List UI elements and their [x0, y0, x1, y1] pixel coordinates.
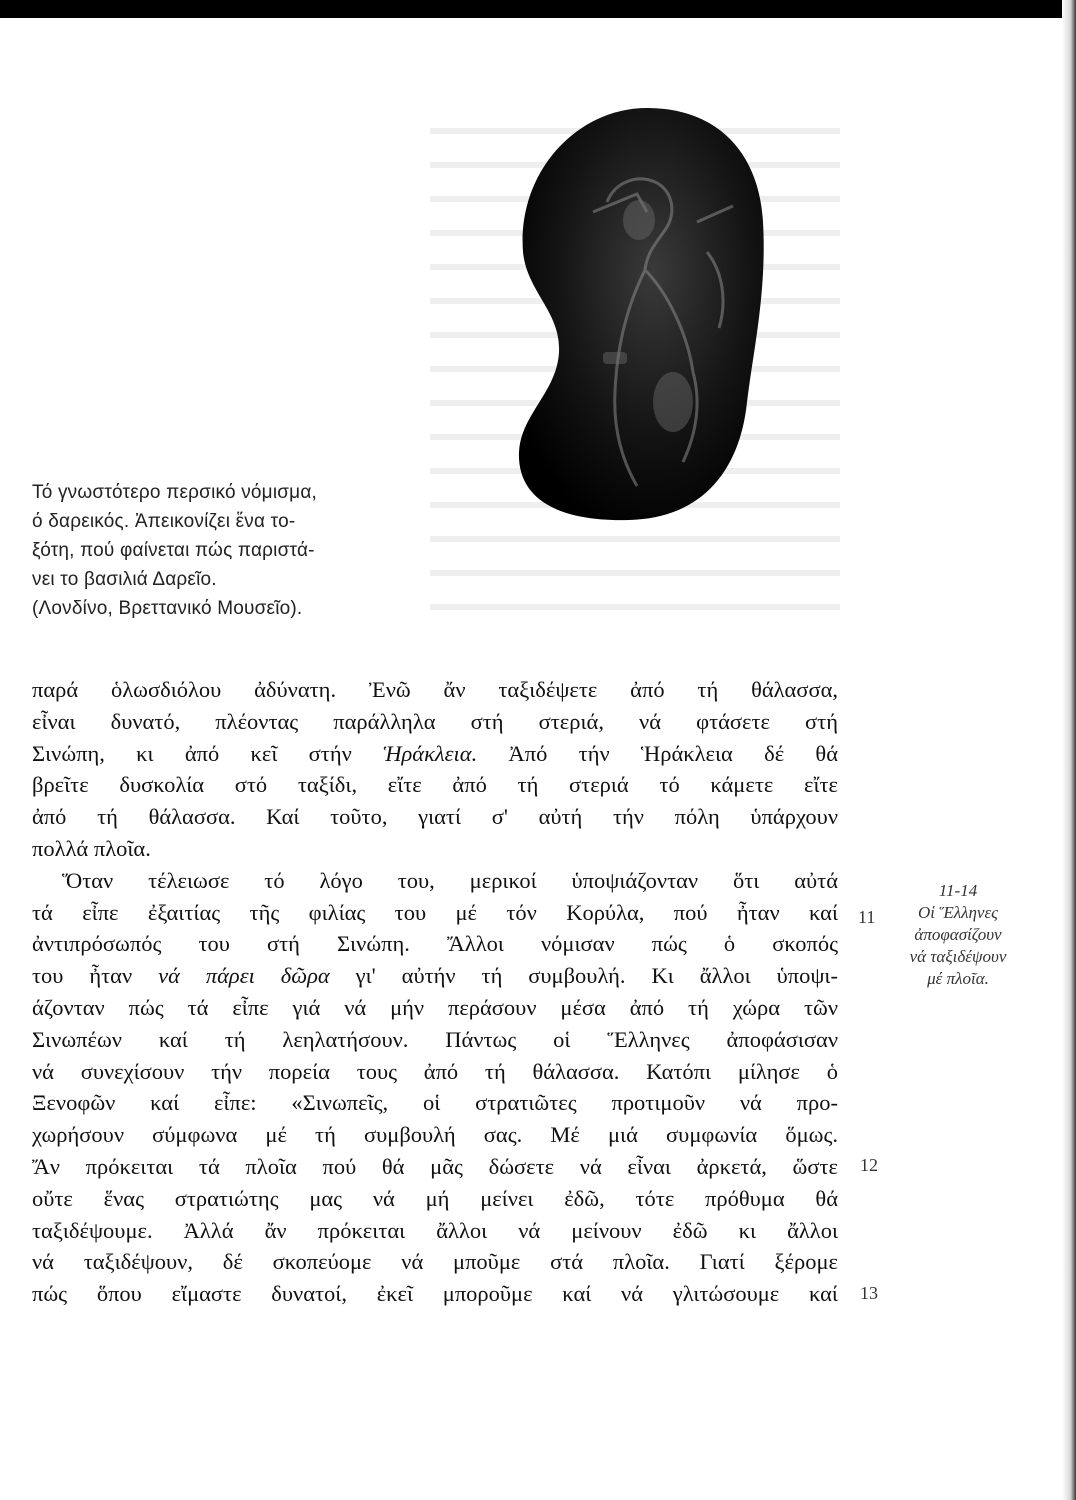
margin-note-line: νά ταξιδέψουν — [909, 947, 1007, 966]
text-line: βρεῖτε δυσκολία στό ταξίδι, εἴτε ἀπό τή στεριά τό κάμετε εἴτε — [32, 772, 838, 798]
text-line: εἶναι δυνατό, πλέοντας παράλληλα στή στεριά, νά φτάσετε στή — [32, 708, 838, 734]
text-line: νά συνεχίσουν τήν πορεία τους ἀπό τή θάλασσα. Κατόπι μίλησε ὁ — [32, 1058, 838, 1084]
caption-line: ό δαρεικός. Ἀπεικονίζει ἕνα το- — [32, 511, 296, 532]
text-line: παρά ὁλωσδιόλου ἀδύνατη. Ἐνῶ ἄν ταξιδέψετε ἀπό τή θάλασσα, — [32, 677, 838, 702]
text-line: Σινωπέων καί τή λεηλατήσουν. Πάντως οἱ Ἕλληνες ἀποφάσισαν — [32, 1026, 838, 1052]
text-line: χωρήσουν σύμφωνα μέ τή συμβουλή σας. Μέ μιά συμφωνία ὅμως. — [32, 1122, 838, 1148]
text-line: Ἄν πρόκειται τά πλοῖα πού θά μᾶς δώσετε νά εἶναι ἀρκετά, ὥστε — [32, 1153, 838, 1179]
text-line: ἀντιπρόσωπός του στή Σινώπη. Ἄλλοι νόμισαν πώς ὁ σκοπός — [32, 931, 838, 957]
text-line: Σινώπη, κι ἀπό κεῖ στήν Ἡράκλεια. Ἀπό τήν Ἡράκλεια δέ θά — [32, 740, 838, 766]
scan-right-edge — [1062, 0, 1076, 1500]
text-line: νά ταξιδέψουν, δέ σκοπεύομε νά μποῦμε στά πλοῖα. Γιατί ξέρομε — [32, 1249, 838, 1275]
text-line: Ὅταν τέλειωσε τό λόγο του, μερικοί ὑποψιάζονταν ὅτι αὐτά — [62, 867, 838, 893]
darius-daric-coin-image — [497, 102, 767, 522]
margin-note-range: 11-14 — [938, 881, 978, 900]
margin-note — [878, 880, 1038, 990]
section-number: 12 — [860, 1155, 878, 1175]
text-line: του ἦταν νά πάρει δῶρα γι' αὐτήν τή συμβουλή. Κι ἄλλοι ὑποψι- — [32, 963, 838, 989]
caption-line: νει το βασιλιά Δαρεῖο. — [32, 569, 217, 590]
section-number: 13 — [860, 1283, 878, 1303]
text-line: τά εἶπε ἐξαιτίας τῆς φιλίας του μέ τόν Κορύλα, πού ἦταν καί — [32, 899, 838, 925]
figure-caption — [32, 478, 432, 623]
text-line: πολλά πλοῖα. — [32, 835, 151, 861]
italic-term: νά πάρει δῶρα — [158, 963, 330, 989]
text-line: ἀπό τή θάλασσα. Καί τοῦτο, γιατί σ' αὐτή τήν πόλη ὑπάρχουν — [32, 804, 838, 830]
margin-note-line: Οἱ Ἕλληνες — [917, 903, 999, 922]
text-line: άζονταν πώς τά εἶπε γιά νά μήν περάσουν μέσα ἀπό τή χώρα τῶν — [32, 994, 838, 1020]
caption-line: Τό γνωστότερο περσικό νόμισμα, — [32, 482, 317, 503]
text-line: ταξιδέψουμε. Ἀλλά ἄν πρόκειται ἄλλοι νά μείνουν ἐδῶ κι ἄλλοι — [32, 1217, 838, 1243]
text-line: Ξενοφῶν καί εἶπε: «Σινωπεῖς, οἱ στρατιῶτες προτιμοῦν νά προ- — [32, 1090, 838, 1116]
text-line: πώς ὅπου εἴμαστε δυνατοί, ἐκεῖ μποροῦμε καί νά γλιτώσουμε καί — [32, 1281, 838, 1307]
scan-top-border — [0, 0, 1076, 18]
text-line: οὔτε ἕνας στρατιώτης μας νά μή μείνει ἐδῶ, τότε πρόθυμα θά — [32, 1185, 838, 1211]
main-body-text — [32, 674, 838, 1310]
margin-note-line: μέ πλοῖα. — [927, 969, 989, 988]
section-number: 11 — [858, 907, 876, 927]
caption-line: ξότη, πού φαίνεται πώς παριστά- — [32, 540, 315, 561]
caption-line: (Λονδίνο, Βρεττανικό Μουσεῖο). — [32, 598, 303, 619]
margin-note-line: ἀποφασίζουν — [914, 925, 1002, 944]
italic-term: Ἡράκλεια. — [383, 740, 478, 766]
